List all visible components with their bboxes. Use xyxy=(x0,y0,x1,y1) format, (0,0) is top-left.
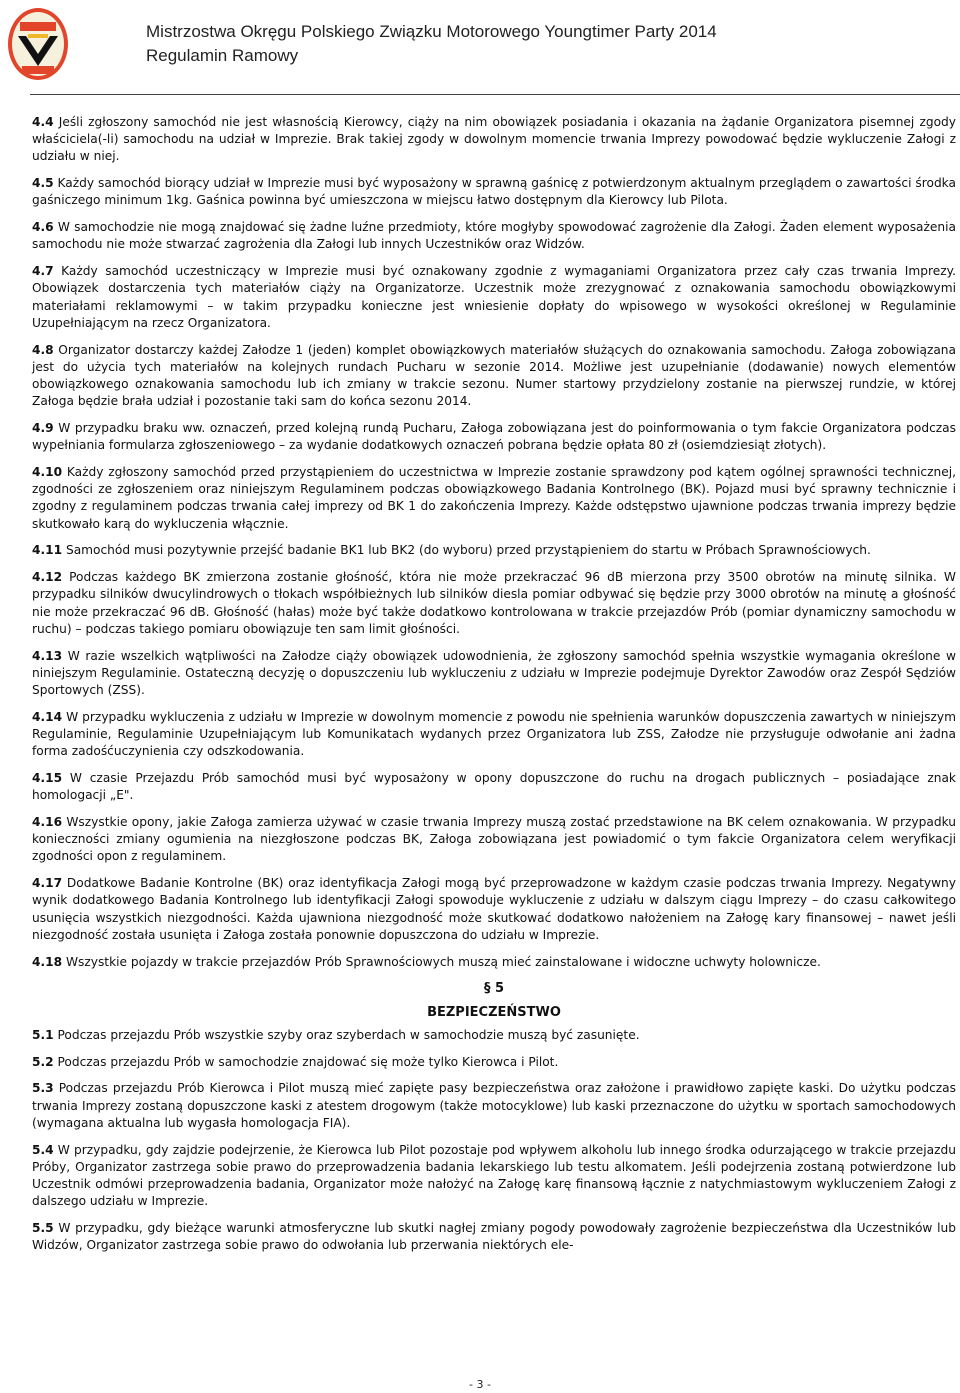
paragraph-text: Każdy zgłoszony samochód przed przystąpieniem do uczestnictwa w Imprezie zostanie sprawdzony pod kątem ogólnej sprawności technicznej, zgodności ze zgłoszeniem oraz niniejszym Regulaminem podczas obowiązkowego Badania Kontrolnego (BK). Pojazd musi być sprawny technicznie i zgodny z regulaminem podczas trwania całej imprezy od BK 1 do zakończenia Imprezy. Każde odstępstwo ujawnione podczas trwania imprezy będzie skutkowało karą do wykluczenia włącznie. xyxy=(32,465,956,531)
paragraph-5-2 xyxy=(32,1054,956,1071)
document-title xyxy=(146,20,717,68)
paragraph-number: 5.1 xyxy=(32,1027,54,1042)
paragraph-text: Jeśli zgłoszony samochód nie jest własnością Kierowcy, ciąży na nim obowiązek posiadania i okazania na żądanie Organizatora pisemnej zgody właściciela(-li) samochodu na udział w Imprezie. Brak takiej zgody w dowolnym momencie trwania Imprezy powodować będzie wykluczenie Załogi z udziału w niej. xyxy=(32,115,956,164)
paragraph-number: 4.8 xyxy=(32,342,54,357)
paragraph-number: 4.12 xyxy=(32,570,63,585)
paragraph-text: Każdy samochód uczestniczący w Imprezie musi być oznakowany zgodnie z wymaganiami Organizatora przez cały czas trwania Imprezy. Obowiązek dostarczenia tych materiałów ciąży na Organizatorze. Uczestnik może zrezygnować z oznakowania samochodu obowiązkowymi materiałami reklamowymi – w takim przypadku konieczne jest wniesienie dopłaty do wpisowego w wysokości określonej w Regulaminie Uzupełniającym na rzecz Organizatora. xyxy=(32,264,956,330)
paragraph-number: 4.5 xyxy=(32,176,54,191)
paragraph-4-6 xyxy=(32,219,956,253)
paragraph-number: 4.7 xyxy=(32,264,54,279)
paragraph-number: 5.5 xyxy=(32,1221,54,1236)
paragraph-number: 4.18 xyxy=(32,954,63,969)
paragraph-number: 4.6 xyxy=(32,220,54,235)
paragraph-text: Organizator dostarczy każdej Załodze 1 (jeden) komplet obowiązkowych materiałów służących do oznakowania samochodu. Załoga zobowiązana jest do użycia tych materiałów na kolejnych rundach Pucharu w sezonie 2014. Możliwe jest uzupełnianie (dodawanie) nowych elementów obowiązkowego oznakowania samochodu lub ich zmiany w trakcie sezonu. Numer startowy przydzielony zostanie na pierwszej rundzie, w której Załoga będzie brała udział i pozostanie taki sam do końca sezonu 2014. xyxy=(32,342,956,409)
paragraph-number: 4.9 xyxy=(32,421,54,436)
paragraph-4-13 xyxy=(32,648,956,700)
paragraph-text: Samochód musi pozytywnie przejść badanie BK1 lub BK2 (do wyboru) przed przystąpieniem do startu w Próbach Sprawnościowych. xyxy=(62,543,871,558)
paragraph-text: W przypadku, gdy bieżące warunki atmosferyczne lub skutki nagłej zmiany pogody powodowały zagrożenie bezpieczeństwa dla Uczestników lub Widzów, Organizator zastrzega sobie prawo do odwołania lub przerwania niektórych ele- xyxy=(32,1221,956,1253)
paragraph-4-4 xyxy=(32,114,956,166)
paragraph-text: Podczas przejazdu Prób wszystkie szyby oraz szyberdach w samochodzie muszą być zasunięte. xyxy=(53,1027,640,1042)
header-divider xyxy=(30,94,960,95)
page-header xyxy=(0,0,960,92)
paragraph-4-18 xyxy=(32,954,956,971)
club-logo xyxy=(6,6,70,82)
paragraph-number: 4.14 xyxy=(32,709,63,724)
paragraph-text: W razie wszelkich wątpliwości na Załodze ciąży obowiązek udowodnienia, że zgłoszony samochód spełnia wszystkie wymagania określone w niniejszym Regulaminie. Ostateczną decyzję o dopuszczeniu lub wykluczeniu z udziału w Imprezie podejmuje Dyrektor Zawodów oraz Zespół Sędziów Sportowych (ZSS). xyxy=(32,648,956,698)
paragraph-4-9 xyxy=(32,420,956,454)
paragraph-4-7 xyxy=(32,263,956,332)
paragraph-number: 5.2 xyxy=(32,1054,54,1069)
page-number: - 3 - xyxy=(469,1378,491,1391)
section-title: BEZPIECZEŃSTWO xyxy=(427,1004,561,1020)
section-5-paragraphs xyxy=(32,1027,956,1255)
paragraph-4-14 xyxy=(32,709,956,761)
paragraph-5-4 xyxy=(32,1142,956,1211)
paragraph-text: Każdy samochód biorący udział w Imprezie musi być wyposażony w sprawną gaśnicę z potwierdzonym aktualnym przeglądem o zawartości środka gaśniczego minimum 1kg. Gaśnica powinna być umieszczona w miejscu łatwo dostępnym dla Kierowcy lub Pilota. xyxy=(32,176,956,208)
paragraph-4-5 xyxy=(32,175,956,209)
paragraph-4-8 xyxy=(32,342,956,411)
paragraph-text: W przypadku wykluczenia z udziału w Imprezie w dowolnym momencie z powodu nie spełnienia warunków dopuszczenia zawartych w niniejszym Regulaminie, Regulaminie Uzupełniającym lub Komunikatach wydanych przez Organizatora lub ZSS, Załodze nie przysługuje odwołanie ani żadna forma zadośćuczynienia czy odszkodowania. xyxy=(32,709,956,759)
paragraph-5-1 xyxy=(32,1027,956,1044)
paragraph-number: 5.3 xyxy=(32,1081,54,1096)
paragraph-number: 4.13 xyxy=(32,648,63,663)
paragraph-4-10 xyxy=(32,464,956,533)
paragraph-text: Wszystkie pojazdy w trakcie przejazdów Prób Sprawnościowych muszą mieć zainstalowane i widoczne uchwyty holownicze. xyxy=(62,954,821,969)
paragraph-text: W przypadku braku ww. oznaczeń, przed kolejną rundą Pucharu, Załoga zobowiązana jest do poinformowania o tym fakcie Organizatora podczas wypełniania formularza zgłoszeniowego – za wydanie dodatkowych oznaczeń pobrana będzie opłata 80 zł (osiemdziesiąt złotych). xyxy=(32,421,956,453)
document-body xyxy=(32,114,956,1264)
paragraph-4-11 xyxy=(32,542,956,559)
paragraph-number: 5.4 xyxy=(32,1142,54,1157)
section-symbol: § 5 xyxy=(483,981,505,997)
paragraph-4-16 xyxy=(32,814,956,866)
paragraph-text: Podczas każdego BK zmierzona zostanie głośność, która nie może przekraczać 96 dB mierzona przy 3500 obrotów na minutę silnika. W przypadku silników dwucylindrowych o tłokach współbieżnych lub silników diesla pomiar odbywać się będzie przy 3000 obrotów na minutę a głośność nie może przekraczać 96 dB. Głośność (hałas) może być także dodatkowo kontrolowana w trakcie przejazdów Prób (pomiar dynamiczny samochodu w ruchu) – podczas takiego pomiaru obowiązuje ten sam limit głośności. xyxy=(32,570,956,636)
paragraph-text: Wszystkie opony, jakie Załoga zamierza używać w czasie trwania Imprezy muszą zostać przedstawione na BK celem oznakowania. W przypadku konieczności zmiany ogumienia na niezgłoszone podczas BK, Załoga zobowiązana jest powiadomić o tym fakcie Organizatora celem weryfikacji zgodności opon z regulaminem. xyxy=(32,815,956,864)
paragraph-number: 4.4 xyxy=(32,115,54,129)
paragraph-4-12 xyxy=(32,569,956,638)
title-line-1: Mistrzostwa Okręgu Polskiego Związku Motorowego Youngtimer Party 2014 xyxy=(146,22,717,41)
paragraph-5-5 xyxy=(32,1220,956,1254)
paragraph-number: 4.17 xyxy=(32,876,63,891)
paragraph-4-17 xyxy=(32,875,956,944)
paragraph-5-3 xyxy=(32,1080,956,1132)
paragraph-text: W przypadku, gdy zajdzie podejrzenie, że Kierowca lub Pilot pozostaje pod wpływem alkoholu lub innego środka odurzającego w trakcie przejazdu Próby, Organizator zastrzega sobie prawo do przeprowadzenia badania lekarskiego lub testu alkomatem. Jeśli podejrzenia zostaną potwierdzone lub Uczestnik odmówi przeprowadzenia badania, Organizator może nałożyć na Załogę karę finansową łącznie z natychmiastowym wykluczeniem Załogi z dalszego udziału w Imprezie. xyxy=(32,1142,956,1209)
title-line-2: Regulamin Ramowy xyxy=(146,46,299,65)
paragraph-number: 4.15 xyxy=(32,771,63,786)
paragraph-text: W samochodzie nie mogą znajdować się żadne luźne przedmioty, które mogłyby spowodować zagrożenie dla Załogi. Żaden element wyposażenia samochodu nie może stwarzać zagrożenia dla Załogi lub innych Uczestników oraz Widzów. xyxy=(32,220,956,252)
paragraph-text: W czasie Przejazdu Prób samochód musi być wyposażony w opony dopuszczone do ruchu na drogach publicznych – posiadające znak homologacji „E". xyxy=(32,771,956,803)
paragraph-text: Podczas przejazdu Prób Kierowca i Pilot muszą mieć zapięte pasy bezpieczeństwa oraz założone i prawidłowo zapięte kaski. Do użytku podczas trwania Imprezy zostaną dopuszczone kaski z atestem drogowym (także motocyklowe) lub kaski przeznaczone do użytku w sportach samochodowych (wymagana aktualna lub wygasła homologacja FIA). xyxy=(32,1081,956,1130)
paragraph-text: Dodatkowe Badanie Kontrolne (BK) oraz identyfikacja Załogi mogą być przeprowadzone w każdym czasie podczas trwania Imprezy. Negatywny wynik dodatkowego Badania Kontrolnego lub identyfikacji Załogi spowoduje wykluczenie z udziału w dalszym ciągu Imprezy – do czasu całkowitego usunięcia wszystkich niezgodności. Każda ujawniona niezgodność może skutkować dodatkowo nałożeniem na Załogę kary finansowej – nawet jeśli niezgodność została usunięta i Załoga została ponownie dopuszczona do udziału w Imprezie. xyxy=(32,876,956,942)
paragraph-text: Podczas przejazdu Prób w samochodzie znajdować się może tylko Kierowca i Pilot. xyxy=(53,1054,559,1069)
paragraph-number: 4.10 xyxy=(32,465,63,480)
paragraph-4-15 xyxy=(32,770,956,804)
section-4-paragraphs xyxy=(32,114,956,971)
paragraph-number: 4.11 xyxy=(32,543,63,558)
paragraph-number: 4.16 xyxy=(32,815,63,830)
